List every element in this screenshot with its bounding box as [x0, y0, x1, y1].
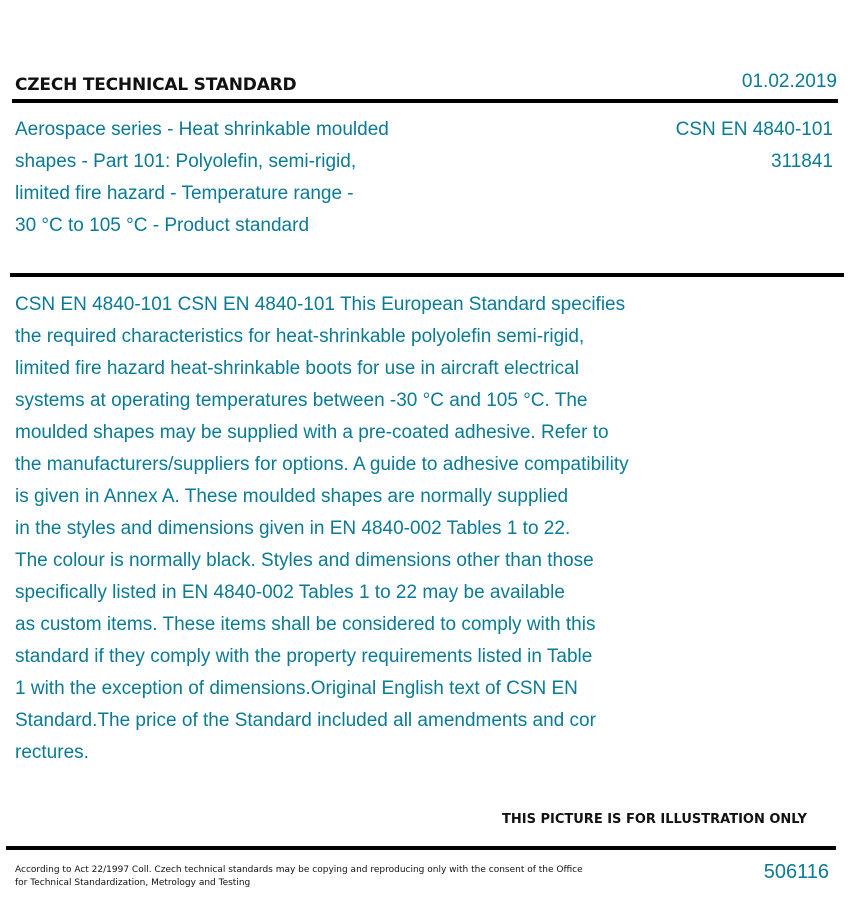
standard-title-line: limited fire hazard - Temperature range -	[15, 183, 354, 204]
header-divider	[12, 99, 838, 103]
standard-code: CSN EN 4840-101	[675, 119, 833, 140]
document-type-heading: CZECH TECHNICAL STANDARD	[15, 75, 297, 95]
abstract-line: limited fire hazard heat-shrinkable boots for use in aircraft electrical	[15, 358, 579, 379]
abstract-line: CSN EN 4840-101 CSN EN 4840-101 This European Standard specifies	[15, 294, 626, 315]
legal-notice	[15, 864, 585, 890]
class-number: 311841	[771, 151, 833, 172]
abstract-line: rectures.	[15, 742, 89, 763]
publication-date: 01.02.2019	[741, 71, 837, 92]
abstract-line: in the styles and dimensions given in EN 4840-002 Tables 1 to 22.	[15, 518, 571, 539]
title-divider	[10, 273, 844, 277]
standard-codes	[676, 114, 833, 178]
abstract-line: standard if they comply with the property requirements listed in Table	[15, 646, 593, 667]
footer-divider	[6, 846, 836, 850]
abstract-line: Standard.The price of the Standard included all amendments and cor	[15, 710, 596, 731]
abstract-line: moulded shapes may be supplied with a pre-coated adhesive. Refer to	[15, 422, 609, 443]
abstract-line: is given in Annex A. These moulded shapes are normally supplied	[15, 486, 569, 507]
standard-title-line: Aerospace series - Heat shrinkable moulded	[15, 119, 389, 140]
legal-notice-line: According to Act 22/1997 Coll. Czech technical standards may be copying and reproducing only with the consent of the Office	[15, 865, 583, 875]
abstract-line: as custom items. These items shall be considered to comply with this	[15, 614, 596, 635]
abstract-text	[15, 289, 745, 769]
standard-title-line: 30 °C to 105 °C - Product standard	[15, 215, 310, 236]
abstract-line: 1 with the exception of dimensions.Original English text of CSN EN	[15, 678, 578, 699]
illustration-disclaimer: THIS PICTURE IS FOR ILLUSTRATION ONLY	[502, 812, 807, 827]
document-number: 506116	[763, 861, 829, 883]
standard-title	[15, 114, 495, 242]
legal-notice-line: for Technical Standardization, Metrology and Testing	[15, 878, 251, 888]
abstract-line: the required characteristics for heat-shrinkable polyolefin semi-rigid,	[15, 326, 585, 347]
abstract-line: The colour is normally black. Styles and dimensions other than those	[15, 550, 594, 571]
abstract-line: the manufacturers/suppliers for options. A guide to adhesive compatibility	[15, 454, 629, 475]
standard-title-line: shapes - Part 101: Polyolefin, semi-rigid,	[15, 151, 357, 172]
abstract-line: specifically listed in EN 4840-002 Tables 1 to 22 may be available	[15, 582, 565, 603]
abstract-line: systems at operating temperatures between -30 °C and 105 °C. The	[15, 390, 588, 411]
